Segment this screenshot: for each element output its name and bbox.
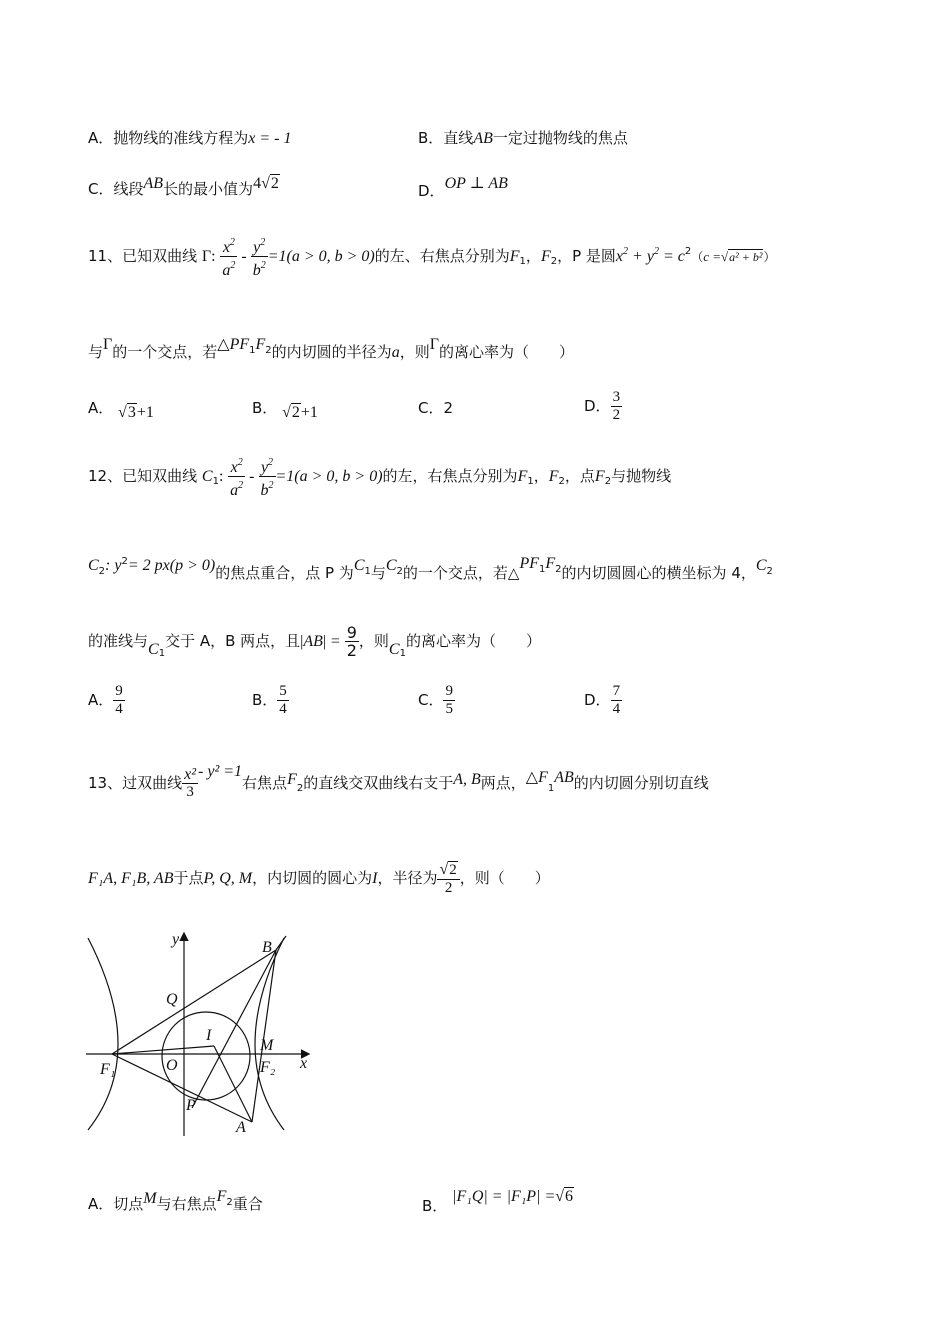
q13-stem-line1: 13、过双曲线 $\frac{\text{x²}}{3}$ - y² =1右焦点$F_2$的直线交双曲线右支于A, B两点，$\triangle F_1AB$的内切圆分别切直线 <box>88 763 709 800</box>
label-m: M <box>260 1037 274 1054</box>
line-b-c <box>276 936 286 950</box>
q12-option-c: C． $\frac{9}{5}$ <box>418 683 453 717</box>
q11-stem-line2: 与Γ的一个交点，若$\triangle PF^1F^2$的内切圆的半径为a，则Γ的离心率为（ ） <box>88 336 574 361</box>
label-i: I <box>206 1027 212 1044</box>
q13-stem-line2: F₁A, F₁B, AB于点P, Q, M，内切圆的圆心为I，半径为 $\frac{√2}{2}$ ，则（ ） <box>88 860 550 896</box>
q11-option-a: A． √3+1 <box>88 399 154 421</box>
hyperbola-right-branch <box>255 938 284 1130</box>
q10-option-d: D．OP ⊥ AB <box>418 175 508 200</box>
q11-stem-line1: 11、已知双曲线 Γ: $\frac{x^2}{a^2}$ - $\frac{y^2}{b^2}$ =1(a > 0, b > 0)的左、右焦点分别为$F_1$，$F_2$，P 是圆$x^2 + y^2 = c^2(c =√a^2 + b^2)$ <box>88 222 775 282</box>
label-p: P <box>186 1097 196 1114</box>
line-i-a <box>214 1046 252 1122</box>
q13-option-a: A．切点M与右焦点$F^2$重合 <box>88 1188 263 1213</box>
label-b: B <box>262 939 272 956</box>
q13-option-b: B． |F₁Q| = |F₁P| =√6 <box>422 1188 574 1215</box>
q11-option-c: C．2 <box>418 399 454 417</box>
q10-option-c: C．线段AB长的最小值为4√2 <box>88 175 279 198</box>
label-q: Q <box>166 991 178 1008</box>
incircle <box>162 1012 250 1100</box>
q10-option-b: B．直线AB一定过抛物线的焦点 <box>418 129 628 147</box>
q12-stem-line2: $C^2$: $y^2= 2$ px(p > 0)的焦点重合，点 P 为$C^1$与$C^2$的一个交点，若$\triangle PF^1F^2$的内切圆圆心的横坐标为 4，$C^2$ <box>88 555 773 582</box>
hyperbola-left-branch <box>88 938 118 1130</box>
label-f2: F₂ <box>260 1059 276 1076</box>
line-f1-b <box>112 950 276 1054</box>
line-b-to-lower <box>192 950 276 1108</box>
q11-option-d: D． $\frac{3}{2}$ <box>584 389 621 423</box>
label-a: A <box>236 1119 246 1136</box>
q12-option-d: D． $\frac{7}{4}$ <box>584 683 621 717</box>
q12-stem-line3: 的准线与$C_1$交于 A，B 两点，且|AB| = $\frac{9}{2}$ ，则$C_1$的离心率为（ ） <box>88 623 541 660</box>
label-f1: F₁ <box>100 1061 116 1078</box>
q12-option-b: B． $\frac{5}{4}$ <box>252 683 287 717</box>
q13-figure <box>86 926 322 1138</box>
line-f1-a <box>112 1054 252 1122</box>
q12-stem-line1: 12、已知双曲线 $C_1$: $\frac{x^2}{a^2}$ - $\frac{y^2}{b^2}$ =1(a > 0, b > 0)的左，右焦点分别为$F_1$，$F_2$，点$F_2$与抛物线 <box>88 446 671 506</box>
label-y: y <box>172 931 180 948</box>
label-x: x <box>300 1055 308 1072</box>
q12-option-a: A． $\frac{9}{4}$ <box>88 683 123 717</box>
label-o: O <box>166 1057 178 1074</box>
q11-option-b: B． √2+1 <box>252 399 318 421</box>
q10-option-a: A．抛物线的准线方程为x = - 1 <box>88 129 292 147</box>
